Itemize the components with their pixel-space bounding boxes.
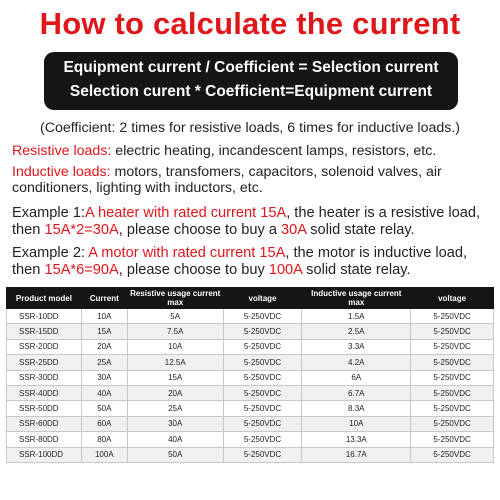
example-2 bbox=[12, 245, 498, 279]
example-1-prefix: Example 1: bbox=[12, 205, 86, 221]
cell-inductive-max: 13.3A bbox=[302, 432, 411, 447]
table-row bbox=[7, 401, 494, 416]
cell-model: SSR-60DD bbox=[7, 416, 82, 431]
cell-model: SSR-20DD bbox=[7, 339, 82, 354]
cell-resistive-max: 25A bbox=[127, 401, 223, 416]
cell-inductive-max: 8.3A bbox=[302, 401, 411, 416]
example-1-text-b: , please choose to buy a bbox=[118, 222, 281, 238]
example-2-text-a: , the motor is inductive load, then bbox=[12, 245, 468, 278]
cell-resistive-max: 50A bbox=[127, 447, 223, 462]
cell-voltage-2: 5-250VDC bbox=[411, 370, 494, 385]
cell-model: SSR-25DD bbox=[7, 355, 82, 370]
cell-voltage: 5-250VDC bbox=[223, 324, 302, 339]
cell-current: 20A bbox=[81, 339, 127, 354]
example-2-prefix: Example 2: bbox=[12, 245, 89, 261]
header-current: Current bbox=[81, 288, 127, 309]
cell-inductive-max: 6.7A bbox=[302, 385, 411, 400]
cell-inductive-max: 10A bbox=[302, 416, 411, 431]
formula-line-2: Selection curent * Coefficient=Equipment current bbox=[69, 83, 433, 100]
cell-current: 80A bbox=[81, 432, 127, 447]
header-resistive-max: Resistive usage current max bbox=[127, 288, 223, 309]
page-title: How to calculate the current bbox=[39, 6, 461, 41]
table-row bbox=[7, 355, 494, 370]
cell-resistive-max: 12.5A bbox=[127, 355, 223, 370]
cell-voltage: 5-250VDC bbox=[223, 416, 302, 431]
cell-voltage-2: 5-250VDC bbox=[411, 339, 494, 354]
table-row bbox=[7, 370, 494, 385]
example-1-result: 30A bbox=[281, 222, 307, 238]
cell-voltage-2: 5-250VDC bbox=[411, 416, 494, 431]
header-inductive-max: Inductive usage current max bbox=[302, 288, 411, 309]
table-row bbox=[7, 339, 494, 354]
cell-model: SSR-15DD bbox=[7, 324, 82, 339]
cell-model: SSR-100DD bbox=[7, 447, 82, 462]
table-row bbox=[7, 309, 494, 324]
cell-voltage-2: 5-250VDC bbox=[411, 447, 494, 462]
cell-model: SSR-40DD bbox=[7, 385, 82, 400]
example-2-motor: A motor with rated current 15A bbox=[88, 245, 286, 261]
example-1-calc: 15A*2=30A bbox=[44, 222, 119, 238]
coefficient-note: (Coefficient: 2 times for resistive loads, 6 times for inductive loads.) bbox=[39, 120, 460, 136]
cell-resistive-max: 30A bbox=[127, 416, 223, 431]
cell-resistive-max: 40A bbox=[127, 432, 223, 447]
cell-current: 40A bbox=[81, 385, 127, 400]
header-voltage: voltage bbox=[223, 288, 302, 309]
cell-voltage-2: 5-250VDC bbox=[411, 385, 494, 400]
table-row bbox=[7, 324, 494, 339]
cell-voltage: 5-250VDC bbox=[223, 370, 302, 385]
cell-inductive-max: 2.5A bbox=[302, 324, 411, 339]
table-row bbox=[7, 385, 494, 400]
example-2-suffix: solid state relay. bbox=[302, 262, 411, 278]
cell-voltage: 5-250VDC bbox=[223, 309, 302, 324]
example-2-text-b: , please choose to buy bbox=[118, 262, 269, 278]
cell-voltage-2: 5-250VDC bbox=[411, 355, 494, 370]
cell-inductive-max: 4.2A bbox=[302, 355, 411, 370]
cell-model: SSR-10DD bbox=[7, 309, 82, 324]
inductive-loads-text: motors, transfomers, capacitors, solenoid valves, air conditioners, lighting with inductors, etc. bbox=[12, 164, 442, 196]
cell-inductive-max: 16.7A bbox=[302, 447, 411, 462]
example-1 bbox=[12, 205, 498, 239]
cell-resistive-max: 5A bbox=[127, 309, 223, 324]
cell-current: 30A bbox=[81, 370, 127, 385]
cell-resistive-max: 7.5A bbox=[127, 324, 223, 339]
cell-voltage-2: 5-250VDC bbox=[411, 401, 494, 416]
cell-inductive-max: 6A bbox=[302, 370, 411, 385]
table-header-row bbox=[7, 288, 494, 309]
inductive-loads-paragraph bbox=[12, 164, 494, 196]
resistive-loads-paragraph bbox=[12, 143, 494, 159]
cell-voltage: 5-250VDC bbox=[223, 355, 302, 370]
header-voltage-2: voltage bbox=[411, 288, 494, 309]
example-1-suffix: solid state relay. bbox=[306, 222, 415, 238]
table-row bbox=[7, 432, 494, 447]
cell-current: 60A bbox=[81, 416, 127, 431]
resistive-loads-label: Resistive loads: bbox=[12, 143, 112, 159]
example-2-calc: 15A*6=90A bbox=[44, 262, 119, 278]
cell-voltage: 5-250VDC bbox=[223, 401, 302, 416]
example-2-result: 100A bbox=[268, 262, 303, 278]
cell-resistive-max: 10A bbox=[127, 339, 223, 354]
cell-current: 25A bbox=[81, 355, 127, 370]
example-1-text-a: , the heater is a resistive load, then bbox=[12, 205, 481, 238]
cell-voltage-2: 5-250VDC bbox=[411, 324, 494, 339]
example-1-heater: A heater with rated current 15A bbox=[85, 205, 287, 221]
cell-current: 15A bbox=[81, 324, 127, 339]
table-row bbox=[7, 447, 494, 462]
inductive-loads-label: Inductive loads: bbox=[12, 164, 111, 180]
cell-voltage: 5-250VDC bbox=[223, 447, 302, 462]
cell-resistive-max: 15A bbox=[127, 370, 223, 385]
table-row bbox=[7, 416, 494, 431]
cell-voltage: 5-250VDC bbox=[223, 432, 302, 447]
cell-inductive-max: 1.5A bbox=[302, 309, 411, 324]
ssr-spec-table bbox=[6, 287, 494, 463]
cell-voltage-2: 5-250VDC bbox=[411, 309, 494, 324]
cell-model: SSR-80DD bbox=[7, 432, 82, 447]
cell-resistive-max: 20A bbox=[127, 385, 223, 400]
cell-model: SSR-30DD bbox=[7, 370, 82, 385]
cell-model: SSR-50DD bbox=[7, 401, 82, 416]
resistive-loads-text: electric heating, incandescent lamps, resistors, etc. bbox=[111, 143, 437, 159]
cell-inductive-max: 3.3A bbox=[302, 339, 411, 354]
cell-current: 100A bbox=[81, 447, 127, 462]
cell-voltage-2: 5-250VDC bbox=[411, 432, 494, 447]
cell-current: 50A bbox=[81, 401, 127, 416]
formula-line-1: Equipment current / Coefficient = Selection current bbox=[63, 59, 439, 76]
cell-voltage: 5-250VDC bbox=[223, 339, 302, 354]
header-product-model: Product model bbox=[7, 288, 82, 309]
cell-current: 10A bbox=[81, 309, 127, 324]
formula-box bbox=[44, 52, 458, 110]
cell-voltage: 5-250VDC bbox=[223, 385, 302, 400]
